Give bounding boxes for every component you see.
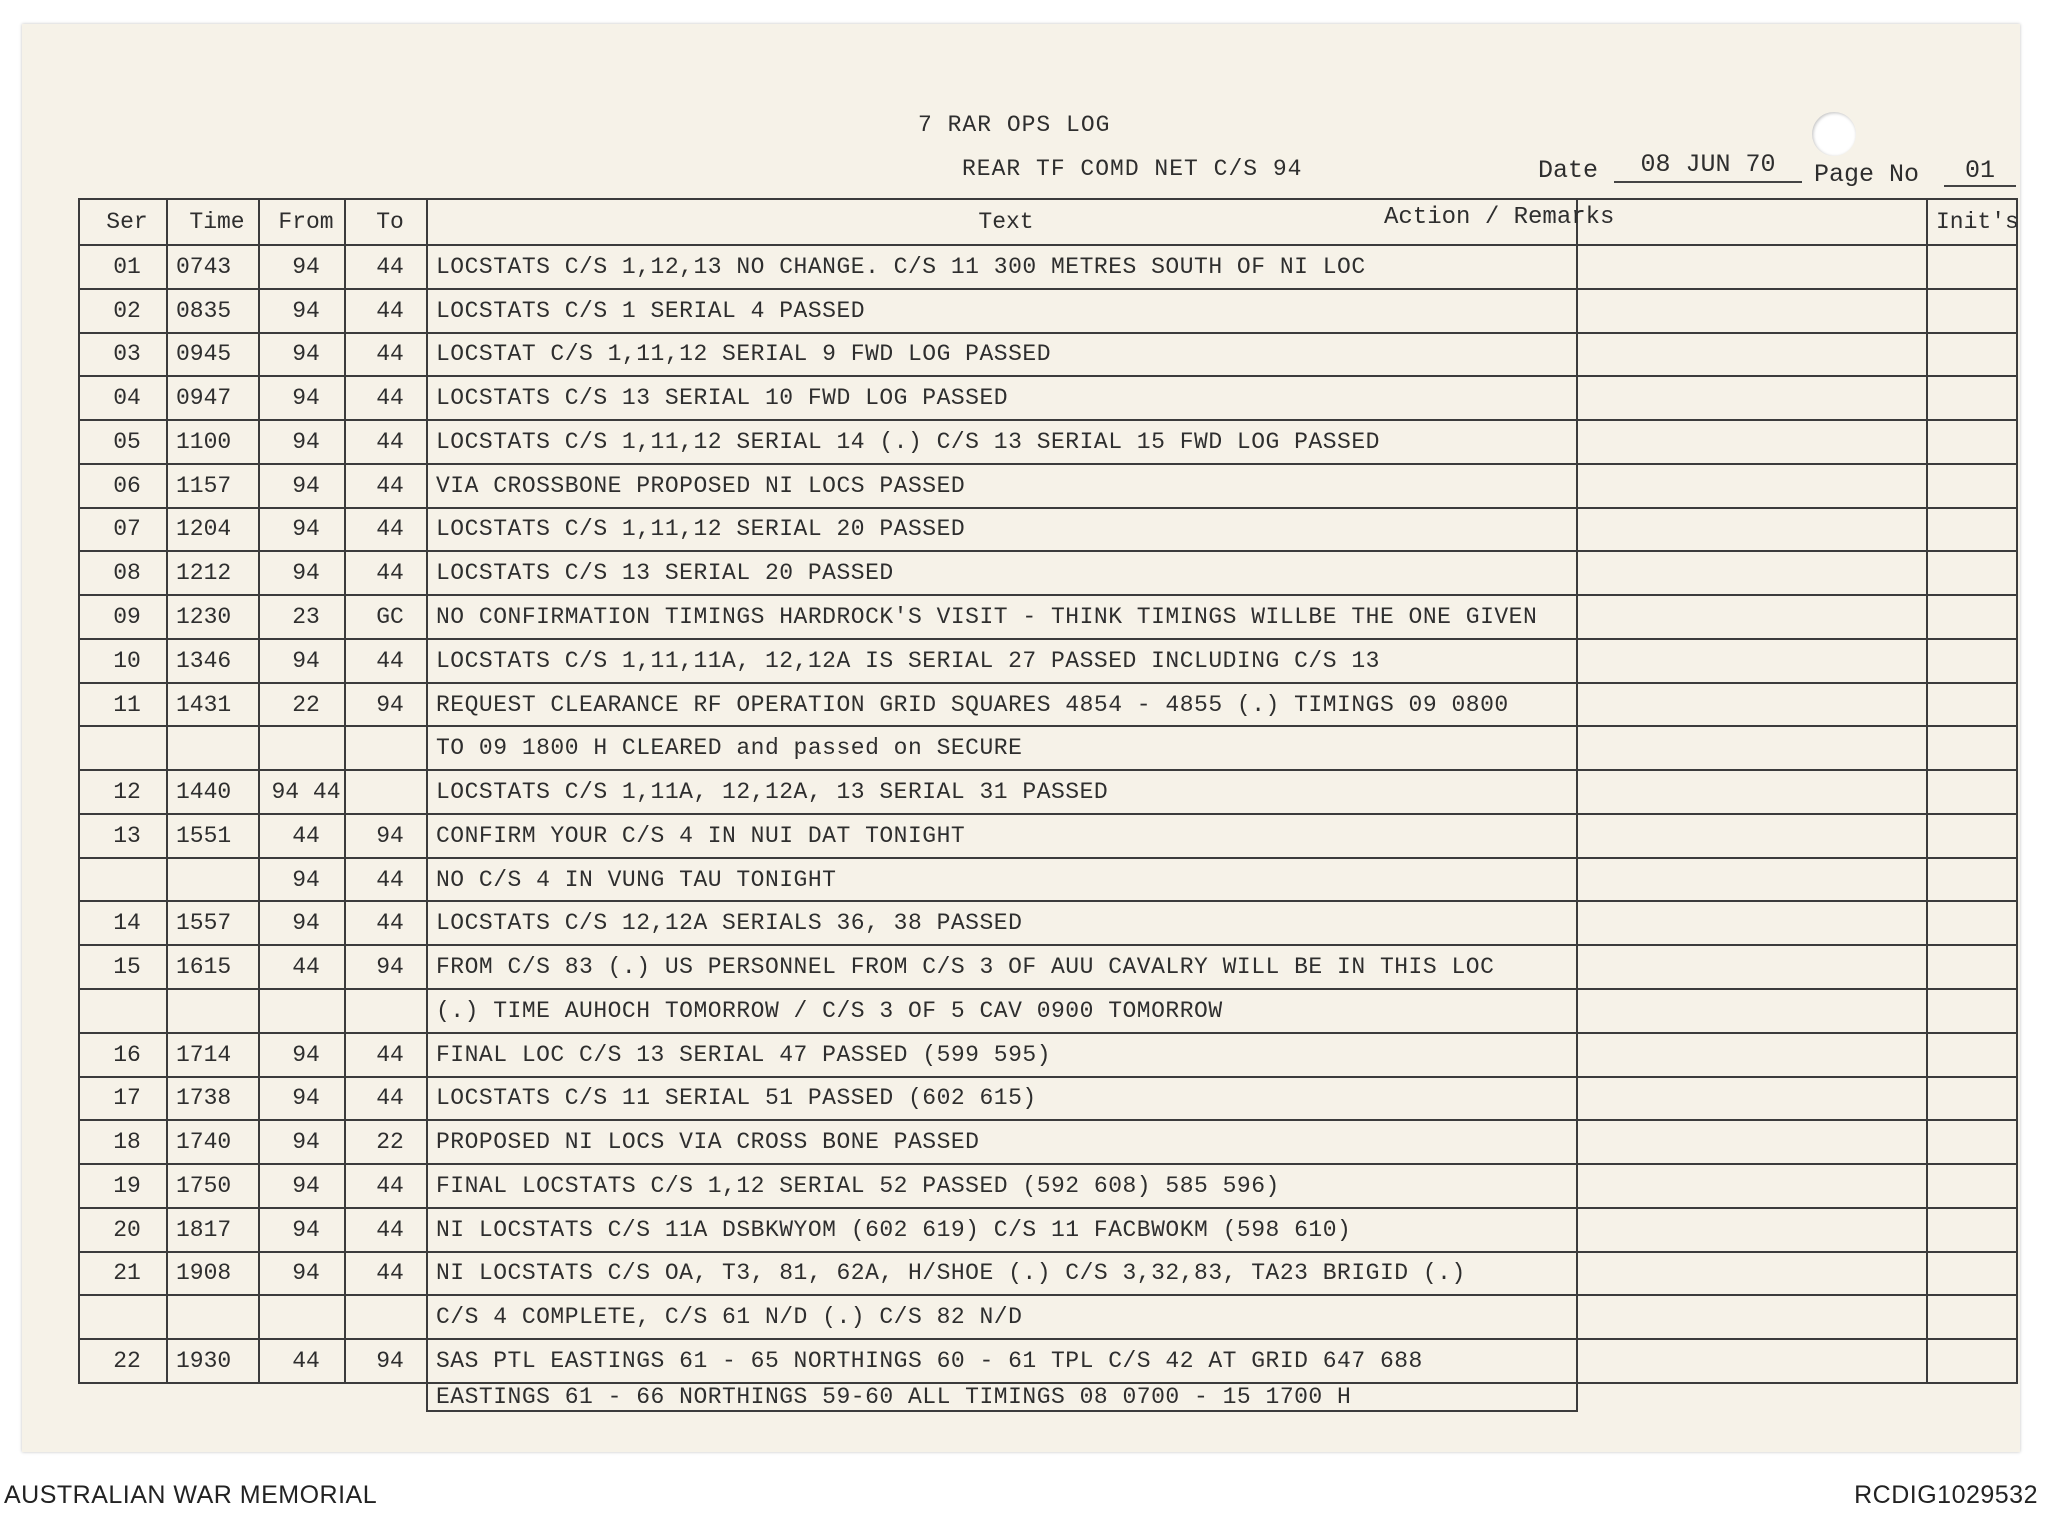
text-cell: NI LOCSTATS C/S OA, T3, 81, 62A, H/SHOE (.) C/S 3,32,83, TA23 BRIGID (.) — [427, 1252, 1577, 1296]
action-cell — [1577, 595, 1927, 639]
table-row — [79, 595, 2017, 639]
ser-cell: 12 — [79, 770, 167, 814]
table-row — [79, 1208, 2017, 1252]
time-cell: 1615 — [167, 945, 259, 989]
time-cell: 0835 — [167, 289, 259, 333]
col-action-label: Action / Remarks — [1384, 204, 1615, 231]
text-cell: LOCSTATS C/S 13 SERIAL 10 FWD LOG PASSED — [427, 376, 1577, 420]
to-cell: 44 — [345, 464, 427, 508]
table-row — [79, 858, 2017, 902]
ser-cell: 08 — [79, 551, 167, 595]
table-header-row — [79, 199, 2017, 245]
from-cell: 94 — [259, 1208, 345, 1252]
from-cell — [259, 726, 345, 770]
ser-cell — [79, 989, 167, 1033]
col-to: To — [345, 199, 427, 245]
table-row — [79, 376, 2017, 420]
inits-cell — [1927, 683, 2017, 727]
text-cell: LOCSTATS C/S 11 SERIAL 51 PASSED (602 615) — [427, 1077, 1577, 1121]
action-cell — [1577, 245, 1927, 289]
to-cell: 44 — [345, 1033, 427, 1077]
time-cell: 1212 — [167, 551, 259, 595]
table-row — [79, 551, 2017, 595]
text-cell: SAS PTL EASTINGS 61 - 65 NORTHINGS 60 - 61 TPL C/S 42 AT GRID 647 688 — [427, 1339, 1577, 1383]
inits-cell — [1927, 945, 2017, 989]
to-cell: 44 — [345, 333, 427, 377]
col-time: Time — [167, 199, 259, 245]
inits-cell — [1927, 1033, 2017, 1077]
from-cell: 94 — [259, 1252, 345, 1296]
time-cell — [167, 1295, 259, 1339]
inits-cell — [1927, 464, 2017, 508]
net-designation: REAR TF COMD NET C/S 94 — [962, 156, 1303, 182]
time-cell: 0947 — [167, 376, 259, 420]
ser-cell: 06 — [79, 464, 167, 508]
time-cell: 1557 — [167, 901, 259, 945]
inits-cell — [1927, 726, 2017, 770]
action-cell — [1577, 858, 1927, 902]
table-row — [79, 1164, 2017, 1208]
action-cell — [1577, 1252, 1927, 1296]
table-row — [79, 1077, 2017, 1121]
inits-cell — [1927, 1252, 2017, 1296]
ser-cell: 15 — [79, 945, 167, 989]
from-cell: 94 — [259, 1164, 345, 1208]
table-row — [79, 464, 2017, 508]
ser-cell — [79, 1295, 167, 1339]
to-cell: GC — [345, 595, 427, 639]
to-cell: 22 — [345, 1120, 427, 1164]
to-cell: 44 — [345, 245, 427, 289]
to-cell: 44 — [345, 858, 427, 902]
text-cell: FINAL LOCSTATS C/S 1,12 SERIAL 52 PASSED (592 608) 585 596) — [427, 1164, 1577, 1208]
action-cell — [1577, 945, 1927, 989]
table-row — [79, 289, 2017, 333]
ser-cell: 07 — [79, 508, 167, 552]
table-row — [79, 639, 2017, 683]
time-cell: 1750 — [167, 1164, 259, 1208]
time-cell: 1230 — [167, 595, 259, 639]
time-cell: 1740 — [167, 1120, 259, 1164]
to-cell: 44 — [345, 508, 427, 552]
action-cell — [1577, 376, 1927, 420]
time-cell: 1346 — [167, 639, 259, 683]
to-cell: 44 — [345, 289, 427, 333]
table-row — [79, 770, 2017, 814]
time-cell: 1551 — [167, 814, 259, 858]
to-cell: 44 — [345, 639, 427, 683]
action-cell — [1577, 683, 1927, 727]
ser-cell: 11 — [79, 683, 167, 727]
col-text-label: Text — [978, 209, 1034, 235]
footer-source: AUSTRALIAN WAR MEMORIAL — [4, 1481, 378, 1509]
inits-cell — [1927, 508, 2017, 552]
from-cell: 94 — [259, 1120, 345, 1164]
to-cell — [345, 989, 427, 1033]
text-cell: PROPOSED NI LOCS VIA CROSS BONE PASSED — [427, 1120, 1577, 1164]
text-cell: LOCSTATS C/S 1,11A, 12,12A, 13 SERIAL 31 PASSED — [427, 770, 1577, 814]
from-cell: 22 — [259, 683, 345, 727]
text-cell: TO 09 1800 H CLEARED and passed on SECURE — [427, 726, 1577, 770]
to-cell: 44 — [345, 420, 427, 464]
col-ser: Ser — [79, 199, 167, 245]
ser-cell: 02 — [79, 289, 167, 333]
inits-cell — [1927, 245, 2017, 289]
action-cell — [1577, 901, 1927, 945]
time-cell: 0945 — [167, 333, 259, 377]
to-cell: 44 — [345, 901, 427, 945]
inits-cell — [1927, 1339, 2017, 1383]
ser-cell: 16 — [79, 1033, 167, 1077]
action-cell — [1577, 989, 1927, 1033]
to-cell: 94 — [345, 683, 427, 727]
punch-hole — [1812, 112, 1856, 156]
date-label: Date — [1538, 156, 1599, 185]
action-cell — [1577, 1077, 1927, 1121]
inits-cell — [1927, 333, 2017, 377]
ser-cell: 18 — [79, 1120, 167, 1164]
time-cell: 1930 — [167, 1339, 259, 1383]
col-inits: Init's — [1927, 199, 2017, 245]
document-title: 7 RAR OPS LOG — [918, 112, 1111, 138]
from-cell — [259, 1295, 345, 1339]
time-cell: 1714 — [167, 1033, 259, 1077]
text-cell: LOCSTATS C/S 13 SERIAL 20 PASSED — [427, 551, 1577, 595]
ser-cell: 20 — [79, 1208, 167, 1252]
inits-cell — [1927, 420, 2017, 464]
time-cell — [167, 858, 259, 902]
from-cell: 94 44 — [259, 770, 345, 814]
from-cell: 94 — [259, 639, 345, 683]
time-cell: 1157 — [167, 464, 259, 508]
action-cell — [1577, 1164, 1927, 1208]
ser-cell: 09 — [79, 595, 167, 639]
inits-cell — [1927, 595, 2017, 639]
trailing-text: EASTINGS 61 - 66 NORTHINGS 59-60 ALL TIMINGS 08 0700 - 15 1700 H — [427, 1383, 1577, 1411]
action-cell — [1577, 1120, 1927, 1164]
text-cell: LOCSTATS C/S 1 SERIAL 4 PASSED — [427, 289, 1577, 333]
action-cell — [1577, 333, 1927, 377]
table-row — [79, 683, 2017, 727]
text-cell: LOCSTATS C/S 12,12A SERIALS 36, 38 PASSED — [427, 901, 1577, 945]
from-cell: 94 — [259, 551, 345, 595]
text-cell: VIA CROSSBONE PROPOSED NI LOCS PASSED — [427, 464, 1577, 508]
action-cell — [1577, 814, 1927, 858]
table-row — [79, 245, 2017, 289]
text-cell: LOCSTATS C/S 1,11,12 SERIAL 14 (.) C/S 13 SERIAL 15 FWD LOG PASSED — [427, 420, 1577, 464]
from-cell: 44 — [259, 814, 345, 858]
inits-cell — [1927, 551, 2017, 595]
trailing-row — [79, 1383, 2017, 1411]
to-cell — [345, 770, 427, 814]
table-row — [79, 333, 2017, 377]
action-cell — [1577, 464, 1927, 508]
time-cell — [167, 989, 259, 1033]
text-cell: NI LOCSTATS C/S 11A DSBKWYOM (602 619) C/S 11 FACBWOKM (598 610) — [427, 1208, 1577, 1252]
ser-cell — [79, 726, 167, 770]
table-row — [79, 814, 2017, 858]
inits-cell — [1927, 814, 2017, 858]
text-cell: LOCSTATS C/S 1,11,11A, 12,12A IS SERIAL 27 PASSED INCLUDING C/S 13 — [427, 639, 1577, 683]
from-cell: 94 — [259, 508, 345, 552]
action-cell — [1577, 726, 1927, 770]
time-cell — [167, 726, 259, 770]
to-cell: 94 — [345, 814, 427, 858]
from-cell: 94 — [259, 1033, 345, 1077]
from-cell: 94 — [259, 901, 345, 945]
inits-cell — [1927, 901, 2017, 945]
from-cell: 23 — [259, 595, 345, 639]
from-cell: 44 — [259, 945, 345, 989]
text-cell: C/S 4 COMPLETE, C/S 61 N/D (.) C/S 82 N/D — [427, 1295, 1577, 1339]
text-cell: CONFIRM YOUR C/S 4 IN NUI DAT TONIGHT — [427, 814, 1577, 858]
ser-cell: 22 — [79, 1339, 167, 1383]
ser-cell: 13 — [79, 814, 167, 858]
action-cell — [1577, 1295, 1927, 1339]
to-cell: 44 — [345, 1077, 427, 1121]
table-row — [79, 420, 2017, 464]
ser-cell: 10 — [79, 639, 167, 683]
time-cell: 1100 — [167, 420, 259, 464]
from-cell: 94 — [259, 333, 345, 377]
inits-cell — [1927, 639, 2017, 683]
from-cell: 94 — [259, 858, 345, 902]
to-cell: 94 — [345, 1339, 427, 1383]
to-cell — [345, 1295, 427, 1339]
from-cell — [259, 989, 345, 1033]
ser-cell: 17 — [79, 1077, 167, 1121]
inits-cell — [1927, 1295, 2017, 1339]
inits-cell — [1927, 1120, 2017, 1164]
from-cell: 44 — [259, 1339, 345, 1383]
time-cell: 1204 — [167, 508, 259, 552]
inits-cell — [1927, 1077, 2017, 1121]
inits-cell — [1927, 989, 2017, 1033]
table-row — [79, 508, 2017, 552]
from-cell: 94 — [259, 464, 345, 508]
to-cell: 44 — [345, 376, 427, 420]
ser-cell — [79, 858, 167, 902]
page-label: Page No — [1814, 160, 1920, 189]
log-body — [79, 245, 2017, 1383]
to-cell: 44 — [345, 1208, 427, 1252]
ser-cell: 01 — [79, 245, 167, 289]
text-cell: LOCSTATS C/S 1,12,13 NO CHANGE. C/S 11 300 METRES SOUTH OF NI LOC — [427, 245, 1577, 289]
to-cell: 94 — [345, 945, 427, 989]
table-row — [79, 726, 2017, 770]
table-row — [79, 1339, 2017, 1383]
from-cell: 94 — [259, 376, 345, 420]
table-row — [79, 1033, 2017, 1077]
action-cell — [1577, 639, 1927, 683]
ser-cell: 04 — [79, 376, 167, 420]
inits-cell — [1927, 289, 2017, 333]
inits-cell — [1927, 376, 2017, 420]
from-cell: 94 — [259, 1077, 345, 1121]
footer-id: RCDIG1029532 — [1854, 1481, 2038, 1509]
to-cell — [345, 726, 427, 770]
text-cell: NO CONFIRMATION TIMINGS HARDROCK'S VISIT - THINK TIMINGS WILLBE THE ONE GIVEN — [427, 595, 1577, 639]
page-value: 01 — [1944, 156, 2016, 187]
action-cell — [1577, 1339, 1927, 1383]
action-cell — [1577, 508, 1927, 552]
text-cell: LOCSTATS C/S 1,11,12 SERIAL 20 PASSED — [427, 508, 1577, 552]
from-cell: 94 — [259, 289, 345, 333]
action-cell — [1577, 420, 1927, 464]
ser-cell: 03 — [79, 333, 167, 377]
table-row — [79, 989, 2017, 1033]
col-action — [1577, 199, 1927, 245]
time-cell: 0743 — [167, 245, 259, 289]
action-cell — [1577, 770, 1927, 814]
inits-cell — [1927, 858, 2017, 902]
time-cell: 1440 — [167, 770, 259, 814]
action-cell — [1577, 1208, 1927, 1252]
col-from: From — [259, 199, 345, 245]
table-row — [79, 901, 2017, 945]
time-cell: 1817 — [167, 1208, 259, 1252]
col-text — [427, 199, 1615, 245]
from-cell: 94 — [259, 420, 345, 464]
table-row — [79, 945, 2017, 989]
ser-cell: 14 — [79, 901, 167, 945]
to-cell: 44 — [345, 551, 427, 595]
action-cell — [1577, 1033, 1927, 1077]
inits-cell — [1927, 1208, 2017, 1252]
ser-cell: 19 — [79, 1164, 167, 1208]
table-row — [79, 1295, 2017, 1339]
time-cell: 1431 — [167, 683, 259, 727]
text-cell: NO C/S 4 IN VUNG TAU TONIGHT — [427, 858, 1577, 902]
text-cell: FINAL LOC C/S 13 SERIAL 47 PASSED (599 595) — [427, 1033, 1577, 1077]
ser-cell: 05 — [79, 420, 167, 464]
action-cell — [1577, 551, 1927, 595]
time-cell: 1908 — [167, 1252, 259, 1296]
table-row — [79, 1252, 2017, 1296]
date-value: 08 JUN 70 — [1614, 150, 1802, 183]
ops-log-table — [78, 198, 2018, 1412]
action-cell — [1577, 289, 1927, 333]
from-cell: 94 — [259, 245, 345, 289]
text-cell: LOCSTAT C/S 1,11,12 SERIAL 9 FWD LOG PASSED — [427, 333, 1577, 377]
text-cell: REQUEST CLEARANCE RF OPERATION GRID SQUARES 4854 - 4855 (.) TIMINGS 09 0800 — [427, 683, 1577, 727]
inits-cell — [1927, 770, 2017, 814]
ser-cell: 21 — [79, 1252, 167, 1296]
time-cell: 1738 — [167, 1077, 259, 1121]
text-cell: (.) TIME AUHOCH TOMORROW / C/S 3 OF 5 CAV 0900 TOMORROW — [427, 989, 1577, 1033]
table-row — [79, 1120, 2017, 1164]
to-cell: 44 — [345, 1252, 427, 1296]
text-cell: FROM C/S 83 (.) US PERSONNEL FROM C/S 3 OF AUU CAVALRY WILL BE IN THIS LOC — [427, 945, 1577, 989]
to-cell: 44 — [345, 1164, 427, 1208]
inits-cell — [1927, 1164, 2017, 1208]
